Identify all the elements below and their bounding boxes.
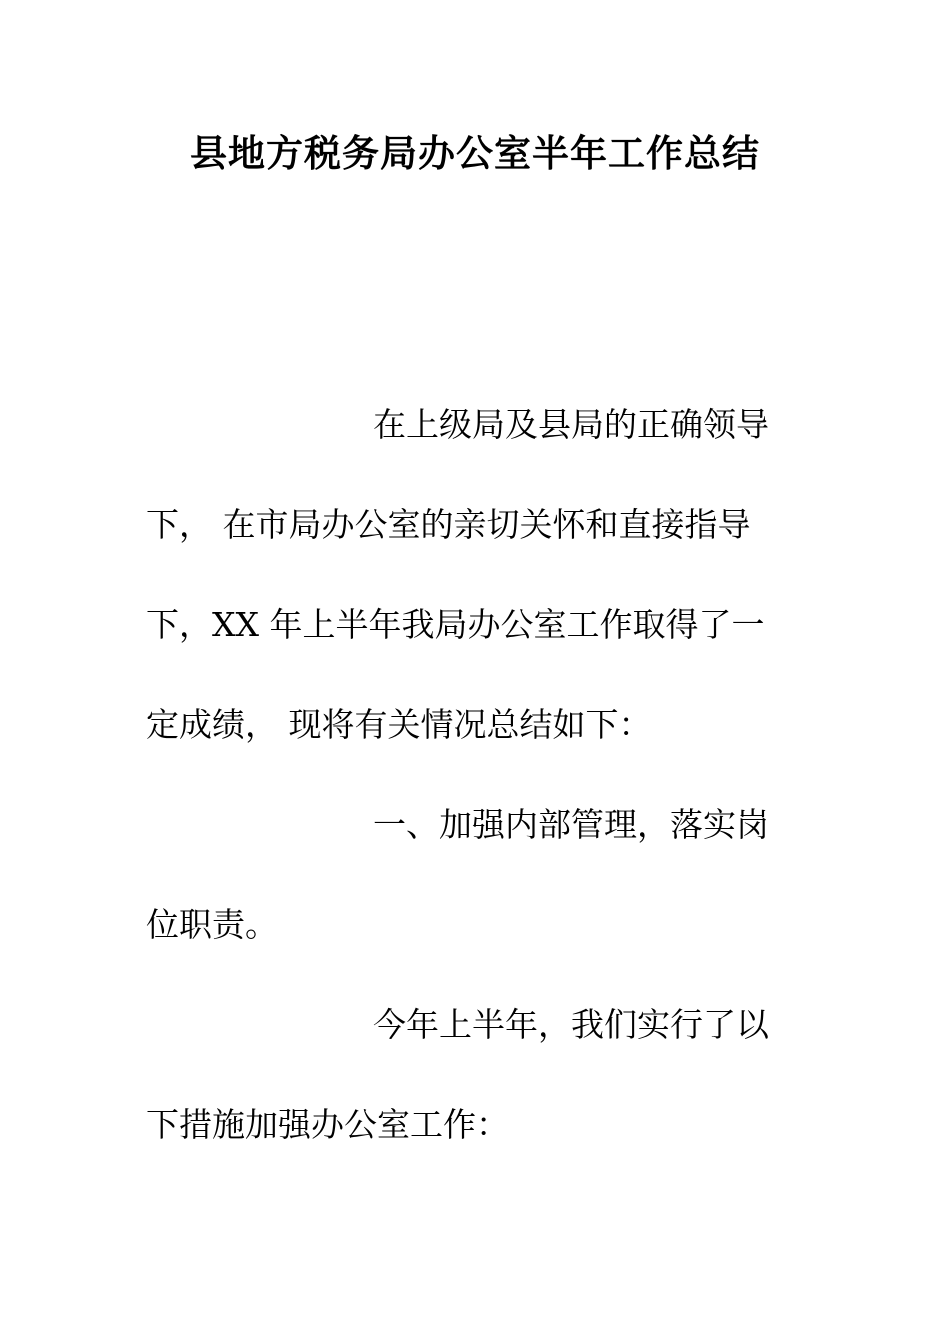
section-heading-line-2: 位职责。 [146, 905, 278, 944]
paragraph-1-line-1: 在上级局及县局的正确领导 [373, 405, 769, 444]
section-heading-line-1: 一、加强内部管理，落实岗 [373, 805, 769, 844]
paragraph-1-line-2: 下， 在市局办公室的亲切关怀和直接指导 [146, 505, 751, 544]
paragraph-2-line-1: 今年上半年，我们实行了以 [373, 1005, 769, 1044]
paragraph-1-line-3: 下，XX 年上半年我局办公室工作取得了一 [146, 605, 765, 644]
paragraph-2-line-2: 下措施加强办公室工作： [146, 1105, 509, 1144]
paragraph-1-line-4: 定成绩， 现将有关情况总结如下： [146, 705, 652, 744]
document-title: 县地方税务局办公室半年工作总结 [190, 132, 760, 175]
